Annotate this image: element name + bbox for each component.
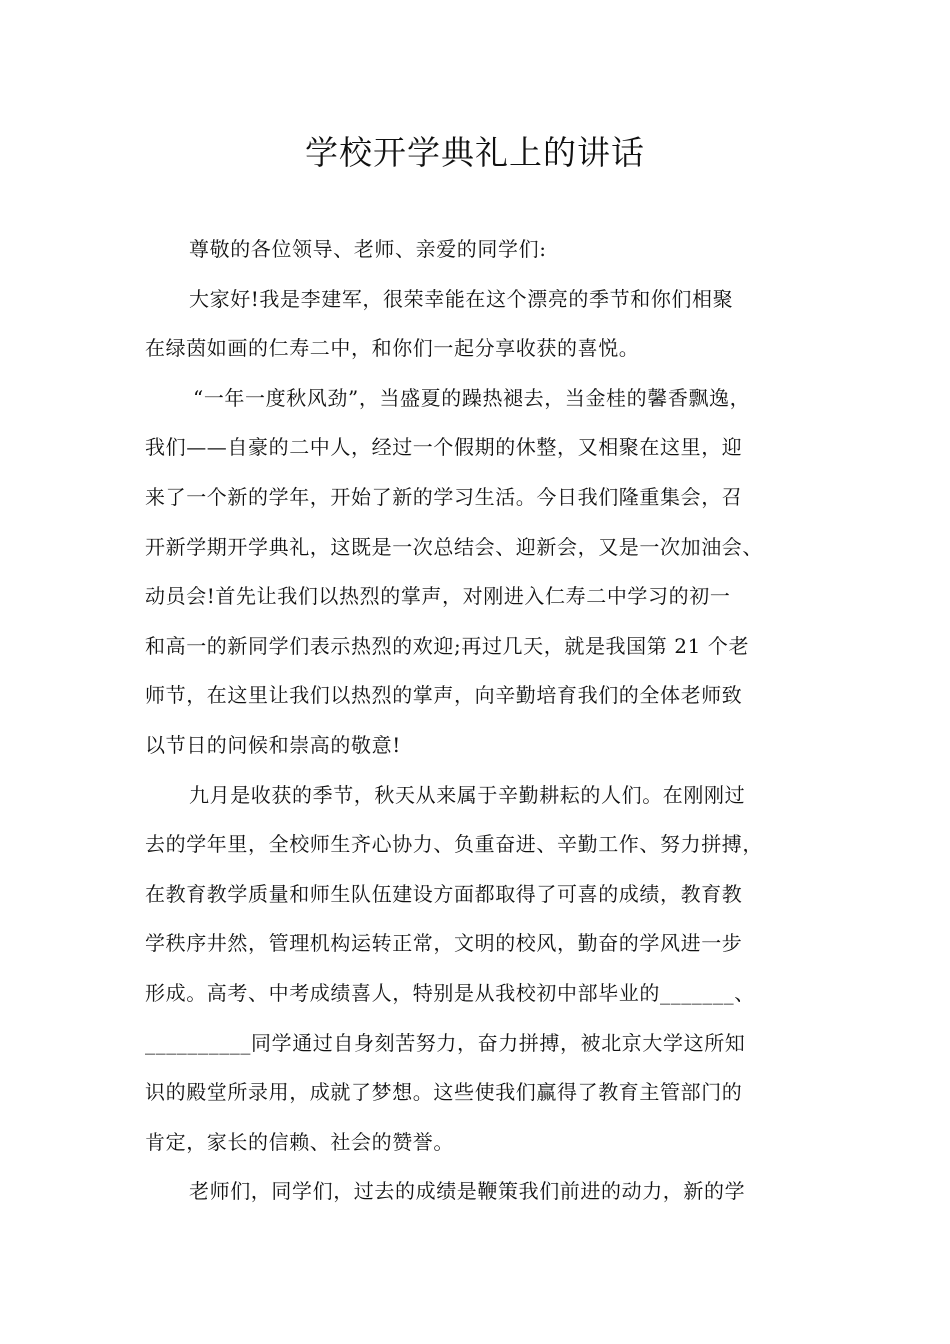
- paragraph-line: 动员会!首先让我们以热烈的掌声，对刚进入仁寿二中学习的初一: [145, 584, 731, 609]
- paragraph-line: 识的殿堂所录用，成就了梦想。这些使我们赢得了教育主管部门的: [145, 1080, 743, 1105]
- paragraph-line: __________同学通过自身刻苦努力，奋力拼搏，被北京大学这所知: [145, 1030, 746, 1055]
- paragraph-line: 师节，在这里让我们以热烈的掌声，向辛勤培育我们的全体老师致: [145, 683, 743, 708]
- document-title: 学校开学典礼上的讲话: [305, 133, 645, 172]
- paragraph-line: 形成。高考、中考成绩喜人，特别是从我校初中部毕业的_______、: [145, 980, 755, 1005]
- paragraph-line: 以节日的问候和崇高的敬意!: [145, 732, 401, 757]
- paragraph-line: 我们——自豪的二中人，经过一个假期的休整，又相聚在这里，迎: [145, 435, 743, 460]
- paragraph-line: 在绿茵如画的仁寿二中，和你们一起分享收获的喜悦。: [145, 336, 640, 361]
- paragraph-line: 来了一个新的学年，开始了新的学习生活。今日我们隆重集会，召: [145, 484, 743, 509]
- salutation-line: 尊敬的各位领导、老师、亲爱的同学们:: [189, 237, 547, 261]
- paragraph-line: 开新学期开学典礼，这既是一次总结会、迎新会，又是一次加油会、: [145, 534, 763, 559]
- paragraph-line: 去的学年里，全校师生齐心协力、负重奋进、辛勤工作、努力拼搏，: [145, 832, 763, 857]
- paragraph-line: 大家好!我是李建军，很荣幸能在这个漂亮的季节和你们相聚: [189, 286, 734, 311]
- document-body: [145, 225, 821, 1217]
- paragraph-line: 九月是收获的季节，秋天从来属于辛勤耕耘的人们。在刚刚过: [189, 782, 746, 807]
- paragraph-line: 在教育教学质量和师生队伍建设方面都取得了可喜的成绩，教育教: [145, 881, 743, 906]
- paragraph-line: “一年一度秋风劲”，当盛夏的躁热褪去，当金桂的馨香飘逸，: [193, 385, 751, 410]
- paragraph-line: 和高一的新同学们表示热烈的欢迎;再过几天，就是我国第 21 个老: [145, 633, 750, 658]
- paragraph-line: 学秩序井然，管理机构运转正常，文明的校风，勤奋的学风进一步: [145, 931, 743, 956]
- paragraph-line: 老师们，同学们，过去的成绩是鞭策我们前进的动力，新的学: [189, 1179, 746, 1204]
- paragraph-line: 肯定，家长的信赖、社会的赞誉。: [145, 1129, 454, 1154]
